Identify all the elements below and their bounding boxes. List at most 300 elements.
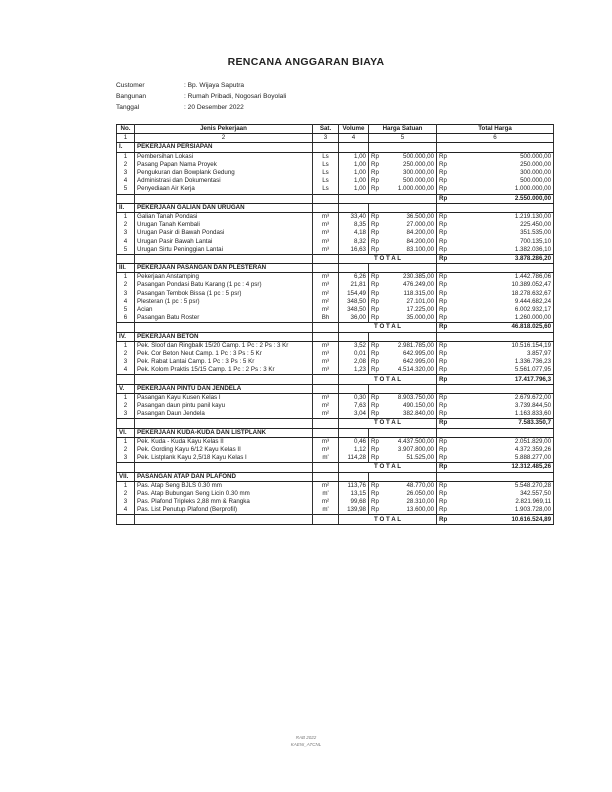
item-unit: m³: [313, 341, 339, 350]
empty-cell: [437, 332, 554, 341]
item-unit: m³: [313, 237, 339, 245]
empty-cell: [313, 463, 339, 472]
empty-cell: [313, 254, 339, 263]
empty-cell: [369, 332, 437, 341]
table-row: [117, 152, 554, 161]
item-total-price: 1.260.000,00: [455, 314, 554, 323]
item-unit-price: 382.840,00: [385, 410, 437, 419]
item-unit: m³: [313, 350, 339, 358]
empty-cell: [135, 419, 313, 428]
item-name: Pasangan daun pintu panil kayu: [135, 402, 313, 410]
table-row: [117, 498, 554, 506]
empty-cell: [313, 472, 339, 481]
item-unit-price: 35.000,00: [385, 314, 437, 323]
info-label: Customer: [116, 82, 145, 89]
currency-label: Rp: [437, 375, 455, 384]
item-number: 1: [117, 212, 135, 221]
total-label: T O T A L: [339, 323, 437, 332]
empty-cell: [117, 194, 135, 203]
item-unit-price: 250.000,00: [385, 161, 437, 169]
empty-cell: [117, 463, 135, 472]
section-total-value: 12.312.485,26: [455, 463, 554, 472]
info-value: : 20 Desember 2022: [184, 104, 244, 111]
item-unit-price: 3.907.800,00: [385, 446, 437, 454]
total-label: T O T A L: [339, 419, 437, 428]
item-number: 2: [117, 161, 135, 169]
empty-cell: [437, 203, 554, 212]
item-unit-price: 476.249,00: [385, 281, 437, 289]
item-unit-price: 300.000,00: [385, 169, 437, 177]
currency-label: Rp: [437, 454, 455, 463]
empty-cell: [117, 515, 135, 524]
section-number: II.: [117, 203, 135, 212]
table-row: [117, 393, 554, 402]
item-unit: m³: [313, 246, 339, 255]
item-unit: m³: [313, 212, 339, 221]
currency-label: Rp: [437, 506, 455, 515]
section-total-value: 10.616.524,89: [455, 515, 554, 524]
item-number: 5: [117, 185, 135, 194]
item-name: Pas. Plafond Tripleks 2,88 mm & Rangka: [135, 498, 313, 506]
currency-label: Rp: [437, 323, 455, 332]
currency-label: Rp: [369, 446, 385, 454]
item-name: Pek. Cor Beton Neut Camp. 1 Pc : 3 Ps : 5 Kr: [135, 350, 313, 358]
item-total-price: 1.382.036,10: [455, 246, 554, 255]
currency-label: Rp: [437, 419, 455, 428]
item-volume: 21,81: [339, 281, 369, 289]
item-unit: m³: [313, 437, 339, 446]
item-number: 1: [117, 393, 135, 402]
item-number: 1: [117, 341, 135, 350]
empty-cell: [117, 254, 135, 263]
item-unit: m³: [313, 229, 339, 237]
total-label: T O T A L: [339, 515, 437, 524]
item-unit: Ls: [313, 169, 339, 177]
section-total-value: 46.818.025,60: [455, 323, 554, 332]
item-unit: m³: [313, 273, 339, 282]
item-volume: 13,15: [339, 490, 369, 498]
item-unit: Ls: [313, 185, 339, 194]
item-unit-price: 4.514.320,00: [385, 366, 437, 375]
item-number: 4: [117, 366, 135, 375]
budget-table: [116, 124, 554, 525]
item-unit: m': [313, 454, 339, 463]
table-row: [117, 306, 554, 314]
currency-label: Rp: [437, 393, 455, 402]
item-total-price: 500.000,00: [455, 177, 554, 185]
currency-label: Rp: [437, 212, 455, 221]
empty-cell: [339, 428, 369, 437]
item-unit-price: 500.000,00: [385, 152, 437, 161]
section-total-value: 2.550.000,00: [455, 194, 554, 203]
item-unit: m²: [313, 290, 339, 298]
item-unit-price: 4.437.500,00: [385, 437, 437, 446]
info-row-bangunan: [116, 91, 286, 102]
item-total-price: 500.000,00: [455, 152, 554, 161]
currency-label: Rp: [369, 306, 385, 314]
empty-cell: [135, 194, 313, 203]
item-volume: 7,63: [339, 402, 369, 410]
section-total-row: [117, 463, 554, 472]
item-volume: 1,23: [339, 366, 369, 375]
currency-label: Rp: [437, 246, 455, 255]
item-volume: 16,63: [339, 246, 369, 255]
section-header-row: [117, 384, 554, 393]
item-unit: m²: [313, 306, 339, 314]
item-volume: 33,40: [339, 212, 369, 221]
item-number: 4: [117, 237, 135, 245]
empty-cell: [313, 332, 339, 341]
section-title: PEKERJAAN KUDA-KUDA DAN LISTPLANK: [135, 428, 313, 437]
currency-label: Rp: [437, 341, 455, 350]
item-unit: m³: [313, 358, 339, 366]
empty-cell: [339, 472, 369, 481]
item-unit-price: 84.200,00: [385, 229, 437, 237]
empty-cell: [369, 472, 437, 481]
item-volume: 348,50: [339, 298, 369, 306]
section-title: PEKERJAAN PASANGAN DAN PLESTERAN: [135, 264, 313, 273]
table-row: [117, 350, 554, 358]
item-total-price: 1.163.833,60: [455, 410, 554, 419]
currency-label: Rp: [369, 298, 385, 306]
item-name: Pek. Listplank Kayu 2,5/18 Kayu Kelas I: [135, 454, 313, 463]
section-total-row: [117, 254, 554, 263]
empty-cell: [313, 428, 339, 437]
item-volume: 8,35: [339, 221, 369, 229]
colnum: 5: [369, 134, 437, 143]
item-volume: 1,00: [339, 169, 369, 177]
currency-label: Rp: [437, 185, 455, 194]
currency-label: Rp: [369, 177, 385, 185]
item-volume: 36,00: [339, 314, 369, 323]
item-unit: Ls: [313, 177, 339, 185]
table-row: [117, 298, 554, 306]
section-number: I.: [117, 143, 135, 152]
item-name: Pengukuran dan Bowplank Gedung: [135, 169, 313, 177]
item-name: Galian Tanah Pondasi: [135, 212, 313, 221]
currency-label: Rp: [369, 350, 385, 358]
item-number: 1: [117, 273, 135, 282]
section-number: V.: [117, 384, 135, 393]
currency-label: Rp: [437, 298, 455, 306]
item-unit-price: 2.981.785,00: [385, 341, 437, 350]
header-harga-satuan: Harga Satuan: [369, 125, 437, 134]
colnum: 2: [135, 134, 313, 143]
item-name: Pasangan Daun Jendela: [135, 410, 313, 419]
item-number: 1: [117, 437, 135, 446]
item-name: Pek. Kolom Praktis 15/15 Camp. 1 Pc : 2 Ps : 3 Kr: [135, 366, 313, 375]
currency-label: Rp: [437, 515, 455, 524]
item-unit: m': [313, 490, 339, 498]
info-label: Tanggal: [116, 104, 140, 111]
empty-cell: [369, 384, 437, 393]
total-label: T O T A L: [339, 375, 437, 384]
table-row: [117, 366, 554, 375]
currency-label: Rp: [369, 229, 385, 237]
item-volume: 0,46: [339, 437, 369, 446]
section-total-row: [117, 375, 554, 384]
total-label: [339, 194, 437, 203]
item-unit-price: 51.525,00: [385, 454, 437, 463]
item-name: Pasangan Kayu Kusen Kelas I: [135, 393, 313, 402]
item-name: Pek. Rabat Lantai Camp. 1 Pc : 3 Ps : 5 Kr: [135, 358, 313, 366]
item-unit-price: 28.310,00: [385, 498, 437, 506]
item-volume: 1,00: [339, 152, 369, 161]
item-unit: m²: [313, 481, 339, 490]
section-total-row: [117, 419, 554, 428]
currency-label: Rp: [369, 290, 385, 298]
item-unit-price: 642.995,00: [385, 350, 437, 358]
item-volume: 0,01: [339, 350, 369, 358]
section-title: PEKERJAAN GALIAN DAN URUGAN: [135, 203, 313, 212]
item-unit: m²: [313, 498, 339, 506]
currency-label: Rp: [369, 237, 385, 245]
item-unit-price: 490.150,00: [385, 402, 437, 410]
item-volume: 139,98: [339, 506, 369, 515]
signature-line: RAB 2022: [295, 735, 317, 740]
item-total-price: 10.389.052,47: [455, 281, 554, 289]
section-total-value: 3.878.286,20: [455, 254, 554, 263]
item-total-price: 1.336.736,23: [455, 358, 554, 366]
document-title: RENCANA ANGGARAN BIAYA: [227, 56, 385, 68]
signature-line: KAENI_ATCNL: [290, 742, 322, 747]
currency-label: Rp: [437, 221, 455, 229]
item-number: 4: [117, 506, 135, 515]
table-row: [117, 481, 554, 490]
table-row: [117, 221, 554, 229]
empty-cell: [313, 384, 339, 393]
column-number-row: [117, 134, 554, 143]
currency-label: Rp: [437, 437, 455, 446]
item-total-price: 2.821.969,11: [455, 498, 554, 506]
empty-cell: [339, 264, 369, 273]
empty-cell: [369, 428, 437, 437]
item-name: Urugan Sirtu Peninggian Lantai: [135, 246, 313, 255]
colnum: 4: [339, 134, 369, 143]
currency-label: Rp: [437, 281, 455, 289]
item-number: 4: [117, 177, 135, 185]
item-name: Pas. List Penutup Plafond (Berprofil): [135, 506, 313, 515]
currency-label: Rp: [437, 463, 455, 472]
item-total-price: 342.557,50: [455, 490, 554, 498]
empty-cell: [313, 515, 339, 524]
item-volume: 4,18: [339, 229, 369, 237]
table-header-row: [117, 125, 554, 134]
currency-label: Rp: [437, 161, 455, 169]
table-row: [117, 161, 554, 169]
currency-label: Rp: [369, 341, 385, 350]
item-name: Administrasi dan Dokumentasi: [135, 177, 313, 185]
currency-label: Rp: [437, 194, 455, 203]
item-unit-price: 230.385,00: [385, 273, 437, 282]
table-row: [117, 281, 554, 289]
table-row: [117, 506, 554, 515]
table-row: [117, 454, 554, 463]
currency-label: Rp: [369, 281, 385, 289]
item-total-price: 300.000,00: [455, 169, 554, 177]
empty-cell: [339, 384, 369, 393]
item-unit-price: 27.000,00: [385, 221, 437, 229]
item-number: 3: [117, 229, 135, 237]
info-value: : Rumah Pribadi, Nogosari Boyolali: [184, 93, 287, 100]
item-unit-price: 36.500,00: [385, 212, 437, 221]
section-number: III.: [117, 264, 135, 273]
item-unit: m²: [313, 402, 339, 410]
empty-cell: [313, 323, 339, 332]
currency-label: Rp: [437, 410, 455, 419]
header-jenis: Jenis Pekerjaan: [135, 125, 313, 134]
item-number: 2: [117, 350, 135, 358]
item-name: Pas. Atap Bubungan Seng Licin 0.30 mm: [135, 490, 313, 498]
currency-label: Rp: [437, 254, 455, 263]
item-total-price: 6.002.932,17: [455, 306, 554, 314]
colnum: 3: [313, 134, 339, 143]
currency-label: Rp: [369, 410, 385, 419]
item-unit-price: 83.100,00: [385, 246, 437, 255]
item-unit: m³: [313, 221, 339, 229]
item-volume: 3,04: [339, 410, 369, 419]
item-name: Pasangan Tembok Bissa (1 pc : 5 psr): [135, 290, 313, 298]
table-row: [117, 402, 554, 410]
colnum: 6: [437, 134, 554, 143]
currency-label: Rp: [437, 498, 455, 506]
header-sat: Sat.: [313, 125, 339, 134]
empty-cell: [313, 264, 339, 273]
item-volume: 6,26: [339, 273, 369, 282]
table-row: [117, 290, 554, 298]
table-row: [117, 177, 554, 185]
currency-label: Rp: [369, 212, 385, 221]
item-volume: 113,76: [339, 481, 369, 490]
empty-cell: [437, 143, 554, 152]
empty-cell: [369, 264, 437, 273]
table-row: [117, 358, 554, 366]
item-total-price: 9.444.682,24: [455, 298, 554, 306]
item-unit-price: 642.995,00: [385, 358, 437, 366]
item-volume: 0,30: [339, 393, 369, 402]
item-total-price: 2.679.672,00: [455, 393, 554, 402]
table-row: [117, 490, 554, 498]
empty-cell: [135, 463, 313, 472]
section-header-row: [117, 143, 554, 152]
section-total-row: [117, 515, 554, 524]
table-row: [117, 169, 554, 177]
currency-label: Rp: [437, 490, 455, 498]
colnum: 1: [117, 134, 135, 143]
item-total-price: 18.278.632,67: [455, 290, 554, 298]
total-label: T O T A L: [339, 463, 437, 472]
empty-cell: [135, 375, 313, 384]
empty-cell: [135, 254, 313, 263]
empty-cell: [339, 332, 369, 341]
currency-label: Rp: [437, 306, 455, 314]
item-unit-price: 26.050,00: [385, 490, 437, 498]
item-number: 1: [117, 481, 135, 490]
item-unit-price: 17.225,00: [385, 306, 437, 314]
empty-cell: [313, 143, 339, 152]
item-total-price: 351.535,00: [455, 229, 554, 237]
item-unit: Ls: [313, 161, 339, 169]
empty-cell: [339, 143, 369, 152]
item-total-price: 1.442.786,06: [455, 273, 554, 282]
currency-label: Rp: [437, 169, 455, 177]
item-volume: 114,28: [339, 454, 369, 463]
empty-cell: [313, 375, 339, 384]
empty-cell: [437, 264, 554, 273]
currency-label: Rp: [437, 366, 455, 375]
currency-label: Rp: [369, 169, 385, 177]
item-volume: 2,08: [339, 358, 369, 366]
item-unit-price: 13.600,00: [385, 506, 437, 515]
item-number: 5: [117, 306, 135, 314]
empty-cell: [339, 203, 369, 212]
section-total-row: [117, 323, 554, 332]
currency-label: Rp: [369, 454, 385, 463]
item-total-price: 5.888.277,00: [455, 454, 554, 463]
item-volume: 348,50: [339, 306, 369, 314]
section-number: VI.: [117, 428, 135, 437]
table-row: [117, 446, 554, 454]
item-total-price: 1.219.130,00: [455, 212, 554, 221]
currency-label: Rp: [369, 246, 385, 255]
item-unit: m³: [313, 446, 339, 454]
currency-label: Rp: [369, 393, 385, 402]
empty-cell: [135, 515, 313, 524]
item-total-price: 3.857,97: [455, 350, 554, 358]
item-unit-price: 118.315,00: [385, 290, 437, 298]
currency-label: Rp: [369, 152, 385, 161]
item-total-price: 4.372.359,26: [455, 446, 554, 454]
item-volume: 8,32: [339, 237, 369, 245]
item-unit: Ls: [313, 152, 339, 161]
currency-label: Rp: [437, 177, 455, 185]
currency-label: Rp: [437, 152, 455, 161]
empty-cell: [313, 203, 339, 212]
currency-label: Rp: [437, 358, 455, 366]
table-row: [117, 185, 554, 194]
currency-label: Rp: [369, 358, 385, 366]
info-row-customer: [116, 80, 286, 91]
currency-label: Rp: [437, 481, 455, 490]
currency-label: Rp: [437, 402, 455, 410]
section-title: PEKERJAAN PINTU DAN JENDELA: [135, 384, 313, 393]
section-header-row: [117, 203, 554, 212]
section-header-row: [117, 332, 554, 341]
item-unit: Bh: [313, 314, 339, 323]
item-name: Urugan Pasir di Bawah Pondasi: [135, 229, 313, 237]
info-block: [116, 80, 286, 113]
item-volume: 1,00: [339, 185, 369, 194]
info-label: Bangunan: [116, 93, 147, 100]
empty-cell: [437, 384, 554, 393]
item-name: Pek. Sloof dan Ringbalk 15/20 Camp. 1 Pc : 2 Ps : 3 Kr: [135, 341, 313, 350]
section-header-row: [117, 264, 554, 273]
item-number: 6: [117, 314, 135, 323]
empty-cell: [313, 419, 339, 428]
currency-label: Rp: [369, 506, 385, 515]
empty-cell: [117, 375, 135, 384]
section-number: VII.: [117, 472, 135, 481]
table-row: [117, 229, 554, 237]
currency-label: Rp: [437, 350, 455, 358]
section-title: PASANGAN ATAP DAN PLAFOND: [135, 472, 313, 481]
currency-label: Rp: [369, 402, 385, 410]
item-unit: m': [313, 506, 339, 515]
section-header-row: [117, 428, 554, 437]
item-number: 2: [117, 281, 135, 289]
currency-label: Rp: [369, 481, 385, 490]
empty-cell: [369, 143, 437, 152]
